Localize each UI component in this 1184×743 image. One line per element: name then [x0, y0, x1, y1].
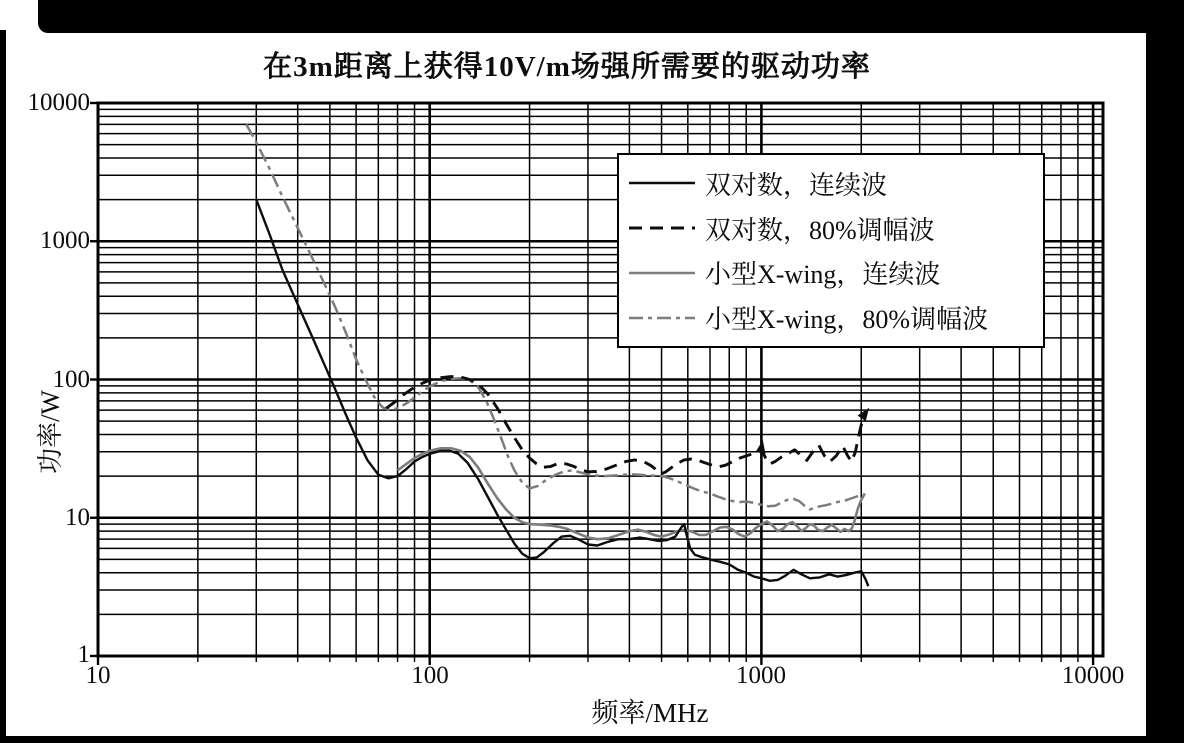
legend-item	[627, 206, 1043, 250]
legend-line-sample-dashed-black	[627, 221, 697, 235]
scan-border-top	[38, 0, 1184, 33]
y-axis-label: 功率/W	[36, 390, 65, 474]
scan-border-right	[1146, 0, 1184, 743]
y-tick-label: 1	[77, 641, 90, 668]
legend-label: 小型X-wing，80%调幅波	[705, 305, 989, 335]
scan-border-bottom	[0, 736, 1184, 743]
chart-title: 在3m距离上获得10V/m场强所需要的驱动功率	[263, 51, 871, 83]
x-tick-label: 100	[411, 662, 449, 689]
legend-line-sample-solid-gray	[627, 266, 697, 280]
x-axis-label: 频率/MHz	[591, 698, 709, 728]
legend-item	[627, 296, 1043, 340]
legend-label: 双对数，连续波	[705, 170, 888, 200]
legend-label: 双对数，80%调幅波	[705, 215, 935, 245]
legend-item	[627, 161, 1043, 205]
legend-label: 小型X-wing，连续波	[705, 260, 941, 290]
y-tick-label: 10	[65, 504, 90, 531]
y-tick-label: 100	[52, 366, 90, 393]
x-tick-label: 10000	[1061, 662, 1125, 689]
x-tick-label: 1000	[736, 662, 786, 689]
y-tick-label: 1000	[40, 227, 90, 254]
legend-line-sample-dashdot-gray	[627, 311, 697, 325]
y-tick-label: 10000	[27, 89, 90, 116]
x-tick-label: 10	[85, 662, 111, 689]
legend-item	[627, 251, 1043, 295]
chart-legend	[617, 153, 1045, 348]
legend-line-sample-solid-black	[627, 176, 697, 190]
